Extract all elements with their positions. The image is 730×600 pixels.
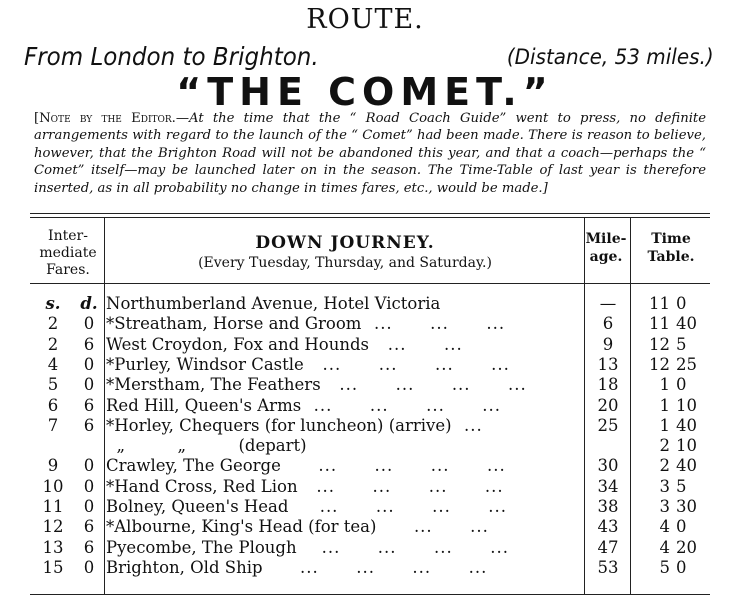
time-hour: 3 [659,497,670,516]
stop-cell [106,456,584,476]
time-minute: 25 [676,354,697,374]
header-fares: Inter- mediate Fares. [39,228,97,278]
stop-name: *Hand Cross, Red Lion [106,476,298,496]
time-hour: 4 [659,517,670,537]
timetable-row [34,416,710,436]
time-hour: 11 [649,294,670,313]
stop-name: Crawley, The George [106,456,281,476]
mileage-value: 34 [597,476,619,496]
timetable-row [34,375,710,395]
time-minute: 5 [676,476,687,496]
mileage-value: 13 [597,354,619,374]
stop-name: *Streatham, Horse and Groom [106,314,362,334]
timetable-row [34,558,710,578]
header-journey-title: DOWN JOURNEY. [255,233,435,253]
top-rule-1 [30,213,710,214]
stop-name: *Purley, Windsor Castle [106,354,304,374]
fare-pence: 6 [83,334,95,354]
stop-name: *Merstham, The Feathers [106,375,321,395]
time-minute: 0 [676,557,687,577]
timetable-row [34,497,710,517]
fare-shillings: 2 [47,334,59,354]
leader-dots: ... ... ... ... [303,354,510,374]
fare-pence: 0 [83,557,95,577]
leader-dots: ... [451,415,483,435]
time-minute: 10 [676,436,697,456]
stop-cell [106,436,584,456]
fare-pence: 6 [83,537,95,557]
fare-shillings: 4 [47,354,59,374]
leader-dots: ... ... ... [361,314,506,334]
time-hour: 3 [659,476,670,496]
fare-pence: 6 [83,517,95,537]
fare-shillings: s. [45,294,61,313]
time-hour: 2 [659,436,670,456]
leader-dots: ... ... [369,334,463,354]
time-hour: 1 [659,395,670,415]
leader-dots: ... ... ... ... [262,557,488,577]
time-hour: 4 [659,537,670,557]
fare-pence: 0 [83,354,95,374]
stop-name: *Horley, Chequers (for luncheon) (arrive) [106,415,452,435]
stop-cell [106,335,584,355]
leader-dots: ... ... [376,517,489,537]
mileage-value: 47 [597,537,619,557]
stop-cell [106,477,584,497]
stop-name: Pyecombe, The Plough [106,537,297,557]
stop-cell [106,396,584,416]
time-hour: 2 [659,456,670,476]
mileage-value: 20 [597,395,619,415]
leader-dots: ... ... ... ... [280,456,506,476]
route-from-to: From London to Brighton. [24,42,319,71]
timetable-row [34,517,710,537]
top-rule-2 [30,217,710,218]
fare-shillings: 5 [47,375,59,395]
time-hour: 11 [649,314,670,334]
stop-cell [106,416,584,436]
fare-shillings: 7 [47,415,59,435]
fare-shillings: 11 [42,497,64,516]
time-minute: 0 [676,375,687,395]
stop-name: Bolney, Queen's Head [106,497,289,516]
coach-name: “THE COMET.” [176,70,554,114]
stop-name: Red Hill, Queen's Arms [106,395,302,415]
leader-dots: ... ... ... ... [288,497,508,516]
timetable-row [34,355,710,375]
time-hour: 5 [659,557,670,577]
mileage-value: 6 [602,314,614,334]
stop-name: Brighton, Old Ship [106,557,263,577]
mileage-value: 30 [597,456,619,476]
timetable-row [34,314,710,334]
mileage-value: 38 [597,497,619,516]
time-minute: 20 [676,537,697,557]
fare-pence: 0 [83,314,95,334]
stop-name: Northumberland Avenue, Hotel Victoria [106,294,441,313]
leader-dots: ... ... ... ... [297,476,504,496]
mileage-value: 25 [597,415,619,435]
editor-note-text: —At the time that the “ Road Coach Guide” went to press, no definite arrangements with regard to the launch of the “ Comet” had been made. There is reason to believe, however, that the Brighton Road will not be abandoned this year, and that a coach—perhaps the “ Comet” itself—may be launched later on in the season. The Time-Table of last year is therefore inserted, as in all probability no change in times fares, etc., would be made.] [34,111,707,196]
time-hour: 1 [659,415,670,435]
leader-dots: ... ... ... ... [320,375,527,395]
leader-dots: ... ... ... ... [296,537,509,557]
route-distance: (Distance, 53 miles.) [507,45,714,69]
route-heading: ROUTE. [306,4,424,35]
mileage-value: — [599,294,617,313]
stop-cell [106,294,584,314]
fare-shillings: 10 [42,476,64,496]
fare-shillings: 13 [42,537,64,557]
stop-cell [106,497,584,517]
stop-cell [106,375,584,395]
timetable-row [34,477,710,497]
header-journey [108,232,582,272]
mileage-value: 18 [597,375,619,395]
editor-note [34,110,706,197]
header-rule [30,283,710,284]
time-minute: 0 [676,294,687,313]
fare-pence: 0 [83,476,95,496]
stop-cell [106,355,584,375]
time-minute: 5 [676,334,687,354]
timetable-row [34,294,710,314]
fare-pence: 6 [83,395,95,415]
stop-cell [106,558,584,578]
stop-name: „ „ (depart) [106,436,307,456]
header-time-table: Time Table. [647,231,695,265]
fare-pence: d. [80,294,98,313]
mileage-value: 53 [597,557,619,577]
fare-pence: 0 [83,456,95,476]
time-minute: 0 [676,517,687,537]
stop-cell [106,517,584,537]
fare-pence: 0 [83,497,95,516]
stop-name: West Croydon, Fox and Hounds [106,334,370,354]
timetable-row [34,538,710,558]
fare-shillings: 12 [42,517,64,537]
time-minute: 40 [676,415,697,435]
stop-name: *Albourne, King's Head (for tea) [106,517,377,537]
fare-pence: 6 [83,415,95,435]
timetable-row [34,456,710,476]
editor-note-label: [Note by the Editor. [34,111,176,126]
leader-dots: ... ... ... ... [301,395,502,415]
stop-cell [106,314,584,334]
timetable-row [34,335,710,355]
fare-shillings: 9 [47,456,59,476]
time-hour: 12 [649,334,670,354]
header-journey-days: (Every Tuesday, Thursday, and Saturday.) [198,255,492,271]
fare-shillings: 6 [47,395,59,415]
stop-cell [106,538,584,558]
time-minute: 40 [676,456,697,476]
mileage-value: 43 [597,517,619,537]
timetable-row [34,436,710,456]
fare-shillings: 15 [42,557,64,577]
bottom-rule [30,594,710,595]
fare-pence: 0 [83,375,95,395]
mileage-value: 9 [602,334,614,354]
time-hour: 12 [649,354,670,374]
time-minute: 10 [676,395,697,415]
time-minute: 30 [676,497,697,516]
fare-shillings: 2 [47,314,59,334]
timetable-row [34,396,710,416]
time-minute: 40 [676,314,697,334]
time-hour: 1 [659,375,670,395]
header-mileage: Mile- age. [585,231,627,265]
